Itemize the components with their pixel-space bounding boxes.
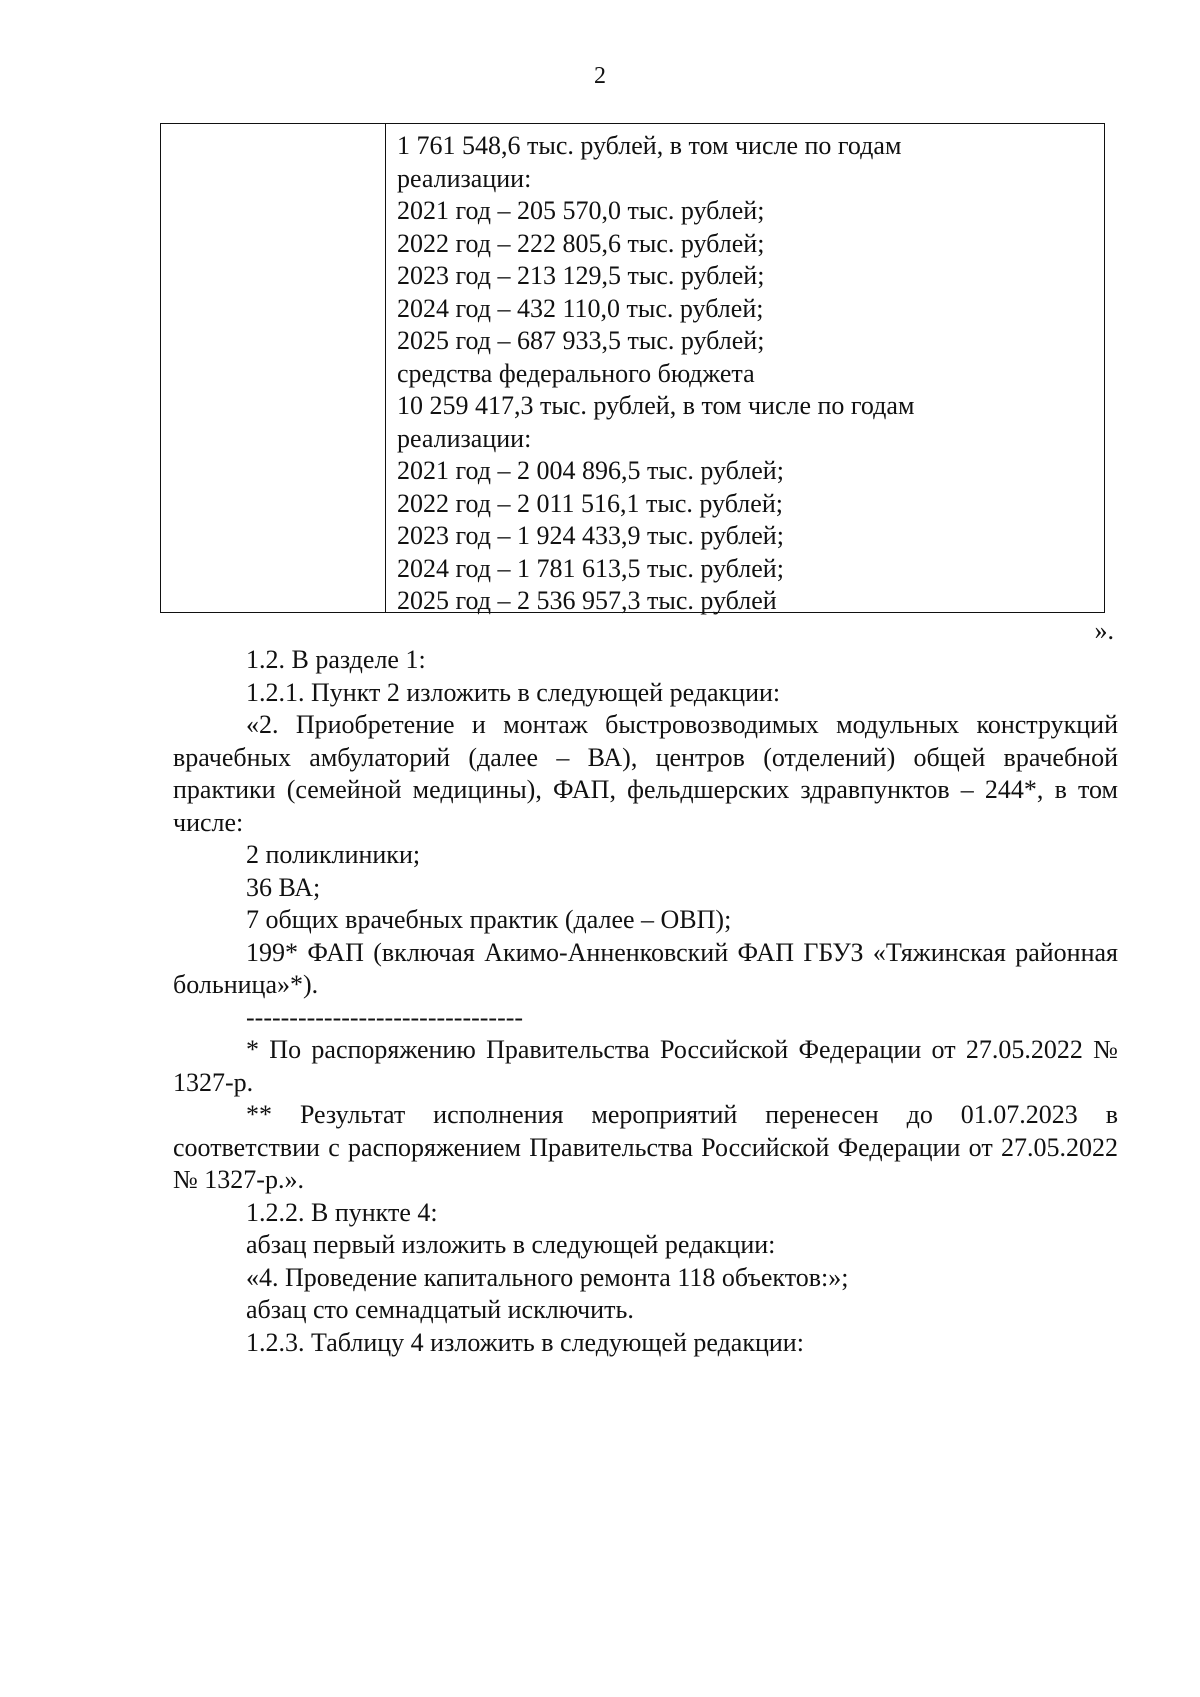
table-line: 10 259 417,3 тыс. рублей, в том числе по годам xyxy=(397,391,915,420)
list-item-ovp: 7 общих врачебных практик (далее – ОВП); xyxy=(246,905,732,934)
table-line: 2022 год – 2 011 516,1 тыс. рублей; xyxy=(397,488,783,518)
table-line: 2025 год – 687 933,5 тыс. рублей; xyxy=(397,326,765,355)
table-line: реализации: xyxy=(397,423,532,453)
list-item-polyclinics: 2 поликлиники; xyxy=(246,840,421,869)
table-line: 2021 год – 205 570,0 тыс. рублей; xyxy=(397,196,765,225)
funding-table xyxy=(160,123,1105,613)
footnote-2: ** Результат исполнения мероприятий перенесен до 01.07.2023 в соответствии с распоряжением Правительства Российской Федерации от 27.05.2022 № 1327-р.». xyxy=(173,1100,1118,1194)
footnote-separator: -------------------------------- xyxy=(246,1002,524,1032)
paragraph-item-2: «2. Приобретение и монтаж быстровозводимых модульных конструкций врачебных амбулаторий (далее – ВА), центров (отделений) общей врачебной практики (семейной медицины), ФАП, фельдшерских здравпунктов – 244*, в том числе: xyxy=(173,710,1118,837)
paragraph-1-2-3: 1.2.3. Таблицу 4 изложить в следующей редакции: xyxy=(246,1327,804,1357)
table-line: 2023 год – 213 129,5 тыс. рублей; xyxy=(397,261,765,290)
table-line: 2022 год – 222 805,6 тыс. рублей; xyxy=(397,228,765,258)
paragraph-1-2-2: 1.2.2. В пункте 4: xyxy=(246,1197,438,1227)
document-body xyxy=(173,644,1118,1359)
paragraph-item-4: «4. Проведение капитального ремонта 118 объектов:»; xyxy=(246,1262,849,1292)
table-line: 2023 год – 1 924 433,9 тыс. рублей; xyxy=(397,521,784,550)
table-line: реализации: xyxy=(397,163,532,193)
table-line: 2025 год – 2 536 957,3 тыс. рублей xyxy=(397,586,777,615)
table-line: средства федерального бюджета xyxy=(397,358,755,388)
paragraph-1-2-1: 1.2.1. Пункт 2 изложить в следующей редакции: xyxy=(246,677,781,707)
table-line: 1 761 548,6 тыс. рублей, в том числе по годам xyxy=(397,131,902,160)
paragraph-first-abzac: абзац первый изложить в следующей редакции: xyxy=(246,1230,776,1259)
closing-quote: ». xyxy=(1094,616,1114,645)
table-line: 2021 год – 2 004 896,5 тыс. рублей; xyxy=(397,456,784,485)
paragraph-section-1-2: 1.2. В разделе 1: xyxy=(246,645,426,674)
table-line: 2024 год – 432 110,0 тыс. рублей; xyxy=(397,293,764,323)
list-item-va: 36 ВА; xyxy=(246,872,321,902)
table-right-cell xyxy=(386,124,1104,615)
page-number: 2 xyxy=(594,63,606,89)
paragraph-exclude: абзац сто семнадцатый исключить. xyxy=(246,1295,634,1324)
list-item-fap: 199* ФАП (включая Акимо-Анненковский ФАП ГБУЗ «Тяжинская районная больница»*). xyxy=(173,937,1118,999)
table-left-cell xyxy=(161,124,386,612)
footnote-1: * По распоряжению Правительства Российской Федерации от 27.05.2022 № 1327-р. xyxy=(173,1035,1118,1097)
table-line: 2024 год – 1 781 613,5 тыс. рублей; xyxy=(397,553,784,583)
